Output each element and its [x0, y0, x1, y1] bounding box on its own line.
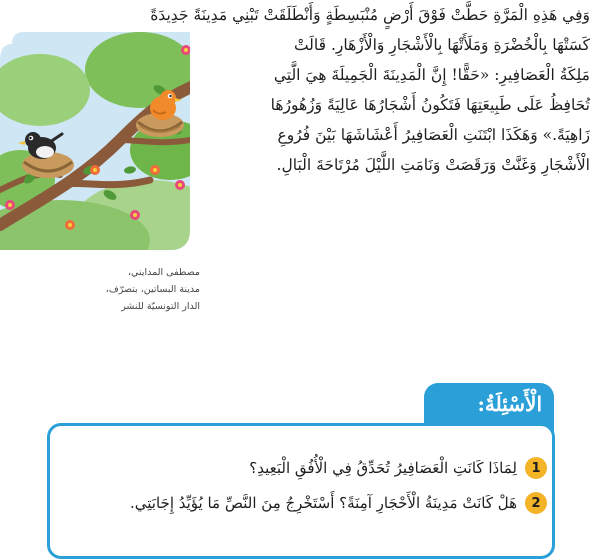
questions-title: الْأَسْئِلَةُ: — [477, 392, 542, 416]
story-line: الْأَشْجَارِ وَغَنَّتْ وَرَقَصَتْ وَنَامَتِ اللَّيْلَ مُرْتَاحَةَ الْبَالِ. — [276, 156, 590, 174]
credit-book: مدينة البساتين، بتصرّف، — [105, 284, 200, 295]
birds-nest-illustration — [0, 30, 196, 252]
story-line: زَاهِيَةً.» وَهَكَذَا ابْتَنَتِ الْعَصَافِيرُ أَعْشَاشَهَا بَيْنَ فُرُوعِ — [277, 126, 590, 144]
story-line: كَسَتْهَا بِالْخُضْرَةِ وَمَلَأَتْهَا بِالْأَشْجَارِ وَالْأَزْهَارِ. قَالَتْ — [293, 36, 590, 54]
story-line: تُحَافِظُ عَلَى طَبِيعَتِهَا فَتَكُونُ أَشْجَارُهَا عَالِيَةً وَزُهُورُهَا — [270, 96, 590, 114]
question-item — [130, 492, 547, 514]
question-text: هَلْ كَانَتْ مَدِينَةُ الْأَحْجَارِ آمِنَةً؟ أَسْتَخْرِجُ مِنَ النَّصِّ مَا يُؤَيِّدُ إِجَابَتِي. — [130, 494, 517, 512]
question-number-badge: 1 — [525, 457, 547, 479]
story-line: وَفِي هَذِهِ الْمَرَّةِ حَطَّتْ فَوْقَ أَرْضٍ مُنْبَسِطَةٍ وَأَنْطَلَقَتْ تَبْنِي مَدِينَةً جَدِيدَةً — [150, 6, 590, 24]
story-paragraph — [150, 0, 590, 180]
story-text — [150, 0, 590, 180]
story-line: مَلِكَةُ الْعَصَافِيرِ: «حَقًّا! إِنَّ الْمَدِينَةَ الْجَمِيلَةَ هِيَ الَّتِي — [273, 66, 590, 84]
tree-birds-image — [0, 30, 196, 252]
credit-author: مصطفى المدايني، — [127, 267, 200, 278]
question-item — [249, 457, 547, 479]
credit-publisher: الدار التونسيّة للنشر — [121, 301, 200, 312]
question-text: لِمَاذَا كَانَتِ الْعَصَافِيرُ تُحَدِّقُ فِي الْأُفُقِ الْبَعِيدِ؟ — [249, 459, 517, 477]
question-number-badge: 2 — [525, 492, 547, 514]
questions-box — [47, 423, 555, 559]
source-credit — [60, 264, 200, 315]
